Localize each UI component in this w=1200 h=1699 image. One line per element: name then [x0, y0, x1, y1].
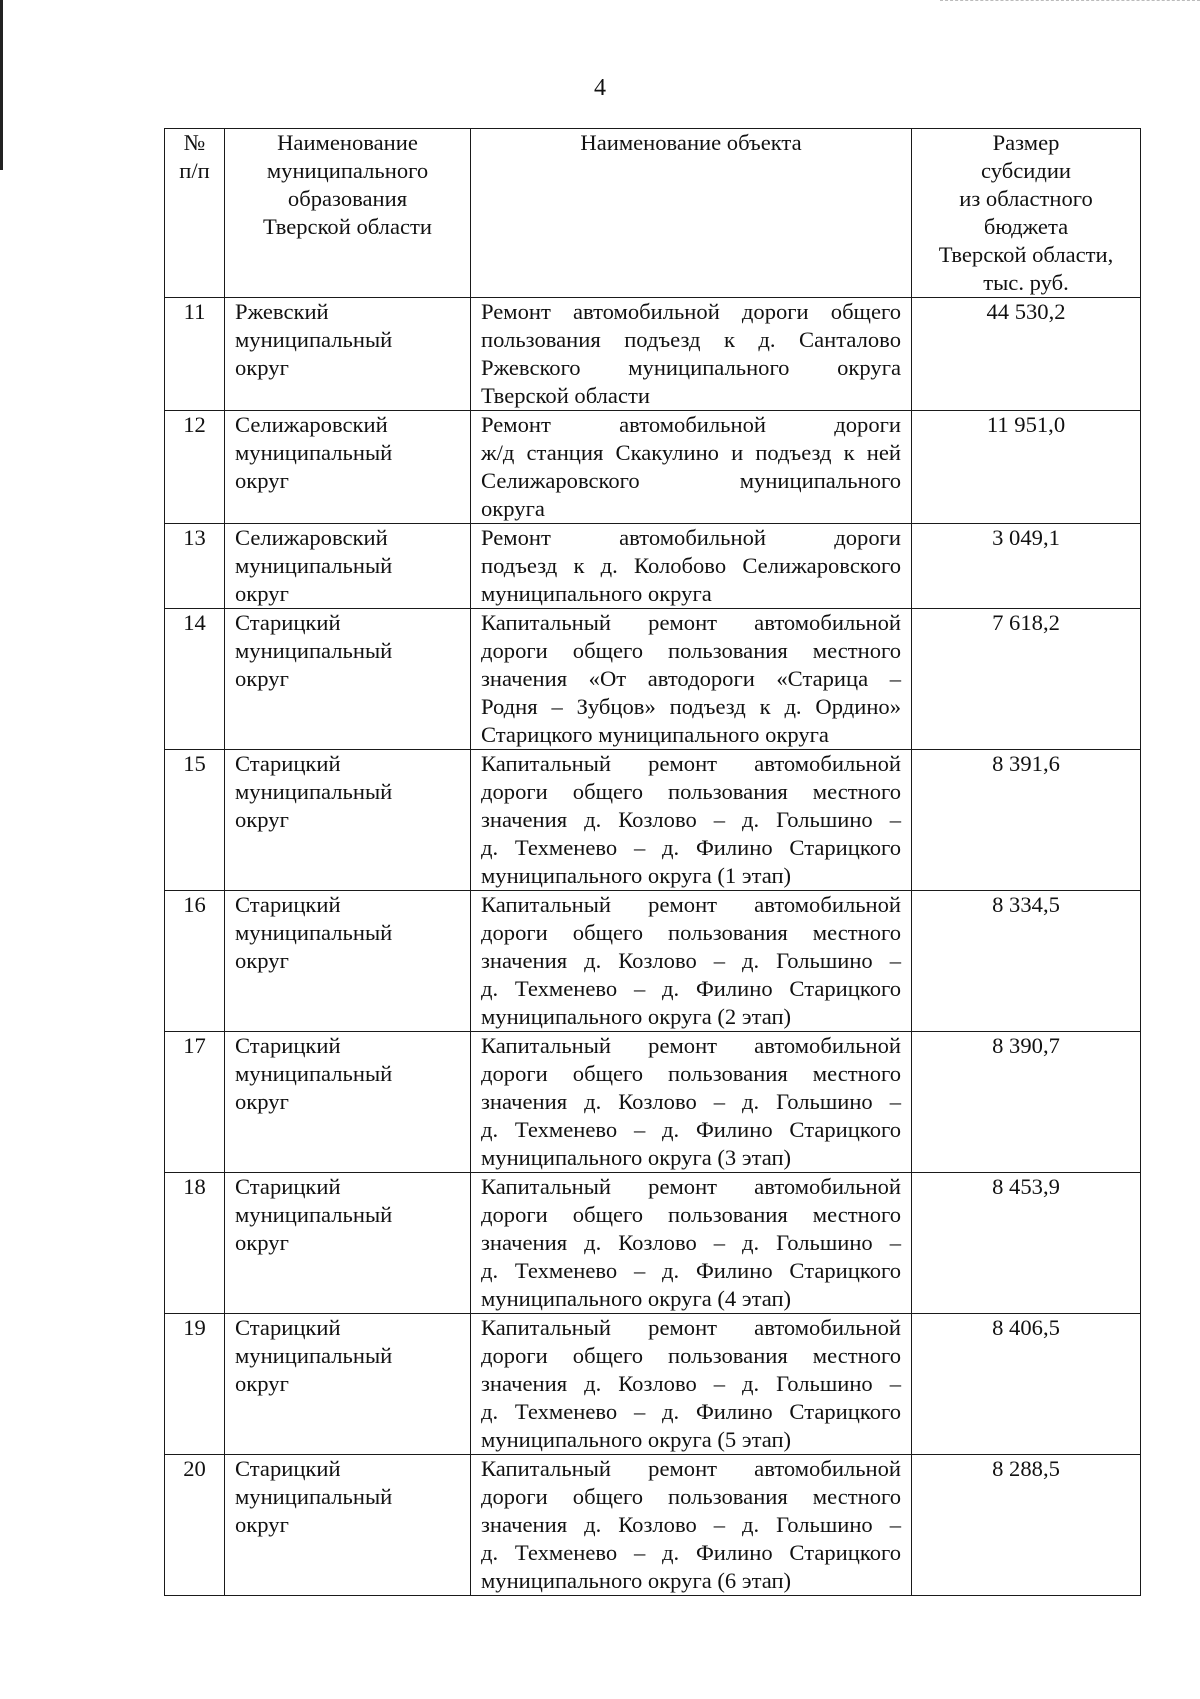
header-municipality: [225, 129, 471, 298]
municipality-line: Ржевский: [235, 299, 329, 324]
object-line: Капитальный ремонт автомобильной: [481, 1174, 901, 1199]
header-municipality-line: муниципального: [266, 158, 429, 183]
municipality-line: муниципальный: [235, 638, 393, 663]
object-line: значения д. Козлово – д. Гольшино –: [481, 948, 901, 973]
municipality-cell: [225, 1032, 471, 1173]
header-amount-line: тыс. руб.: [983, 270, 1069, 295]
municipality-line: Старицкий: [235, 892, 341, 917]
municipality-line: муниципальный: [235, 327, 393, 352]
municipality-line: Старицкий: [235, 751, 341, 776]
row-number: 20: [165, 1455, 225, 1596]
municipality-cell: [225, 1314, 471, 1455]
municipality-line: Селижаровский: [235, 412, 388, 437]
municipality-cell: [225, 1455, 471, 1596]
object-line: муниципального округа (2 этап): [481, 1004, 792, 1029]
header-object: [471, 129, 912, 298]
row-number: 19: [165, 1314, 225, 1455]
table-row: [165, 1455, 1141, 1596]
row-number: 12: [165, 411, 225, 524]
municipality-line: муниципальный: [235, 920, 393, 945]
object-line: Капитальный ремонт автомобильной: [481, 1315, 901, 1340]
object-line: Родня – Зубцов» подъезд к д. Ордино»: [481, 694, 901, 719]
object-line: дороги общего пользования местного: [481, 1484, 901, 1509]
object-line: дороги общего пользования местного: [481, 1061, 901, 1086]
object-cell: [471, 1032, 912, 1173]
subsidy-table: [164, 128, 1141, 1596]
header-municipality-line: образования: [287, 186, 408, 211]
table-row: [165, 298, 1141, 411]
row-number: 15: [165, 750, 225, 891]
object-line: значения д. Козлово – д. Гольшино –: [481, 1512, 901, 1537]
object-line: значения д. Козлово – д. Гольшино –: [481, 1230, 901, 1255]
municipality-line: Старицкий: [235, 1033, 341, 1058]
object-cell: [471, 1455, 912, 1596]
object-line: муниципального округа (6 этап): [481, 1568, 792, 1593]
row-number: 13: [165, 524, 225, 609]
row-number: 14: [165, 609, 225, 750]
scan-edge-line: [940, 0, 1200, 2]
subsidy-amount: 8 391,6: [912, 750, 1141, 891]
table-row: [165, 524, 1141, 609]
header-num: [165, 129, 225, 298]
object-cell: [471, 609, 912, 750]
row-number: 11: [165, 298, 225, 411]
object-line: Ремонт автомобильной дороги общего: [481, 299, 901, 324]
municipality-line: Старицкий: [235, 1315, 341, 1340]
object-line: муниципального округа (3 этап): [481, 1145, 792, 1170]
object-line: Капитальный ремонт автомобильной: [481, 1033, 901, 1058]
object-line: Капитальный ремонт автомобильной: [481, 892, 901, 917]
municipality-line: округ: [235, 468, 289, 493]
object-line: дороги общего пользования местного: [481, 1202, 901, 1227]
object-cell: [471, 750, 912, 891]
object-line: дороги общего пользования местного: [481, 638, 901, 663]
municipality-line: муниципальный: [235, 440, 393, 465]
object-line: муниципального округа (1 этап): [481, 863, 792, 888]
object-line: д. Техменево – д. Филино Старицкого: [481, 1540, 901, 1565]
object-cell: [471, 524, 912, 609]
object-line: Ржевского муниципального округа: [481, 355, 901, 380]
object-line: пользования подъезд к д. Санталово: [481, 327, 901, 352]
header-num-line: №: [183, 130, 206, 155]
municipality-line: муниципальный: [235, 1202, 393, 1227]
object-line: Селижаровского муниципального: [481, 468, 901, 493]
header-object-line: Наименование объекта: [580, 130, 802, 155]
object-line: дороги общего пользования местного: [481, 920, 901, 945]
subsidy-amount: 3 049,1: [912, 524, 1141, 609]
municipality-line: муниципальный: [235, 553, 393, 578]
table-row: [165, 891, 1141, 1032]
subsidy-amount: 8 406,5: [912, 1314, 1141, 1455]
municipality-cell: [225, 524, 471, 609]
object-line: значения д. Козлово – д. Гольшино –: [481, 807, 901, 832]
object-line: Капитальный ремонт автомобильной: [481, 1456, 901, 1481]
header-amount: [912, 129, 1141, 298]
subsidy-amount: 7 618,2: [912, 609, 1141, 750]
table-row: [165, 411, 1141, 524]
subsidy-amount: 8 453,9: [912, 1173, 1141, 1314]
municipality-line: округ: [235, 581, 289, 606]
municipality-cell: [225, 411, 471, 524]
subsidy-amount: 11 951,0: [912, 411, 1141, 524]
header-municipality-line: Тверской области: [263, 214, 432, 239]
header-amount-line: Размер: [992, 130, 1060, 155]
table-row: [165, 1032, 1141, 1173]
object-line: значения «От автодороги «Старица –: [481, 666, 901, 691]
municipality-line: округ: [235, 1089, 289, 1114]
object-line: д. Техменево – д. Филино Старицкого: [481, 1258, 901, 1283]
subsidy-amount: 44 530,2: [912, 298, 1141, 411]
object-line: муниципального округа (4 этап): [481, 1286, 792, 1311]
object-line: Ремонт автомобильной дороги: [481, 412, 901, 437]
table-body: [165, 298, 1141, 1596]
header-amount-line: бюджета: [983, 214, 1069, 239]
object-line: дороги общего пользования местного: [481, 1343, 901, 1368]
table-row: [165, 1173, 1141, 1314]
municipality-line: округ: [235, 1512, 289, 1537]
object-line: д. Техменево – д. Филино Старицкого: [481, 1117, 901, 1142]
object-line: Тверской области: [481, 383, 650, 408]
municipality-line: округ: [235, 948, 289, 973]
municipality-cell: [225, 891, 471, 1032]
municipality-line: муниципальный: [235, 1061, 393, 1086]
object-cell: [471, 891, 912, 1032]
object-line: Капитальный ремонт автомобильной: [481, 751, 901, 776]
object-line: д. Техменево – д. Филино Старицкого: [481, 1399, 901, 1424]
subsidy-amount: 8 288,5: [912, 1455, 1141, 1596]
municipality-cell: [225, 298, 471, 411]
header-num-line: п/п: [179, 158, 210, 183]
header-amount-line: Тверской области,: [938, 242, 1114, 267]
page-number: 4: [594, 75, 606, 101]
header-amount-line: субсидии: [980, 158, 1072, 183]
object-line: дороги общего пользования местного: [481, 779, 901, 804]
municipality-line: муниципальный: [235, 1343, 393, 1368]
municipality-line: Старицкий: [235, 1174, 341, 1199]
object-cell: [471, 1314, 912, 1455]
row-number: 16: [165, 891, 225, 1032]
row-number: 17: [165, 1032, 225, 1173]
subsidy-amount: 8 390,7: [912, 1032, 1141, 1173]
object-line: д. Техменево – д. Филино Старицкого: [481, 976, 901, 1001]
header-amount-line: из областного: [959, 186, 1093, 211]
municipality-line: округ: [235, 1371, 289, 1396]
municipality-cell: [225, 750, 471, 891]
table-row: [165, 750, 1141, 891]
object-cell: [471, 298, 912, 411]
object-line: муниципального округа: [481, 581, 712, 606]
municipality-line: Старицкий: [235, 610, 341, 635]
object-cell: [471, 1173, 912, 1314]
municipality-line: Старицкий: [235, 1456, 341, 1481]
municipality-line: муниципальный: [235, 779, 393, 804]
header-municipality-line: Наименование: [277, 130, 418, 155]
municipality-line: округ: [235, 807, 289, 832]
municipality-line: муниципальный: [235, 1484, 393, 1509]
municipality-line: Селижаровский: [235, 525, 388, 550]
municipality-line: округ: [235, 666, 289, 691]
municipality-cell: [225, 609, 471, 750]
object-cell: [471, 411, 912, 524]
table-header-row: [165, 129, 1141, 298]
object-line: муниципального округа (5 этап): [481, 1427, 792, 1452]
subsidy-amount: 8 334,5: [912, 891, 1141, 1032]
object-line: округа: [481, 496, 545, 521]
municipality-line: округ: [235, 1230, 289, 1255]
object-line: д. Техменево – д. Филино Старицкого: [481, 835, 901, 860]
object-line: значения д. Козлово – д. Гольшино –: [481, 1089, 901, 1114]
object-line: Капитальный ремонт автомобильной: [481, 610, 901, 635]
table-row: [165, 1314, 1141, 1455]
table-row: [165, 609, 1141, 750]
object-line: значения д. Козлово – д. Гольшино –: [481, 1371, 901, 1396]
municipality-line: округ: [235, 355, 289, 380]
object-line: ж/д станция Скакулино и подъезд к ней: [481, 440, 901, 465]
row-number: 18: [165, 1173, 225, 1314]
object-line: подъезд к д. Колобово Селижаровского: [481, 553, 901, 578]
object-line: Старицкого муниципального округа: [481, 722, 829, 747]
municipality-cell: [225, 1173, 471, 1314]
object-line: Ремонт автомобильной дороги: [481, 525, 901, 550]
